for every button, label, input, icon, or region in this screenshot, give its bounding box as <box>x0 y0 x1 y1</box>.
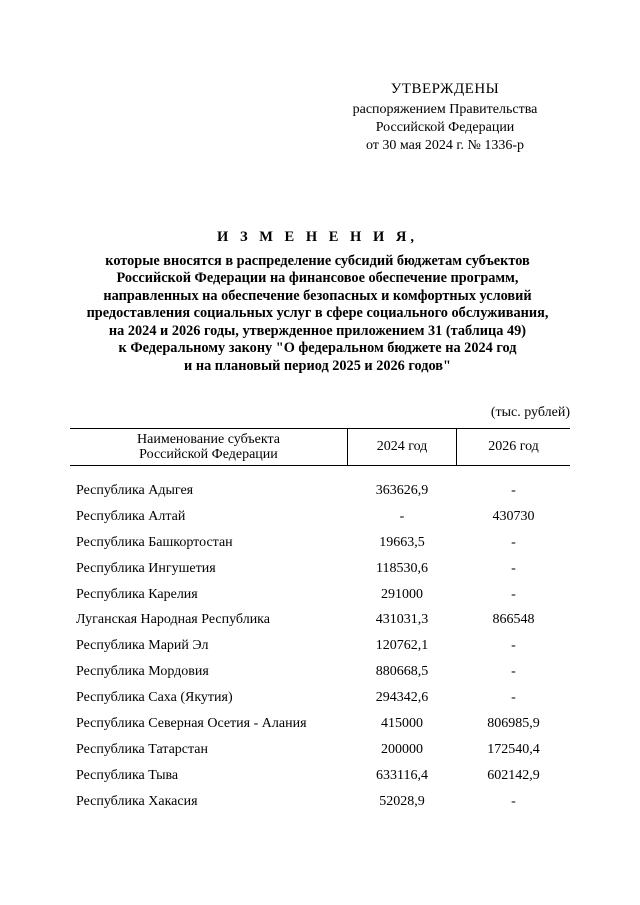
heading-line: к Федеральному закону "О федеральном бюджете на 2024 год <box>118 340 517 356</box>
table-row <box>70 661 570 687</box>
table-row <box>70 765 570 791</box>
region-name-cell: Республика Карелия <box>76 586 198 602</box>
region-name-cell: Республика Мордовия <box>76 664 209 680</box>
value-2024-cell: 415000 <box>381 716 423 732</box>
table-row <box>70 506 570 532</box>
region-name-cell: Республика Татарстан <box>76 741 209 757</box>
document-heading <box>60 229 575 375</box>
region-name-cell: Республика Саха (Якутия) <box>76 690 233 706</box>
heading-line: Российской Федерации на финансовое обеспечение программ, <box>116 270 519 286</box>
header-2026: 2026 год <box>488 439 539 455</box>
unit-label: (тыс. рублей) <box>490 405 570 420</box>
heading-line: на 2024 и 2026 годы, утвержденное приложением 31 (таблица 49) <box>108 322 527 339</box>
value-2024-cell: 118530,6 <box>376 560 428 576</box>
value-2024-cell: 633116,4 <box>376 767 428 783</box>
table-row <box>70 791 570 817</box>
value-2026-cell: - <box>511 586 516 602</box>
value-2024-cell: 200000 <box>381 741 423 757</box>
table-row <box>70 713 570 739</box>
value-2024-cell: 294342,6 <box>375 690 429 706</box>
value-2026-cell: 430730 <box>492 508 535 524</box>
value-2026-cell: - <box>511 690 516 706</box>
region-name-cell: Республика Хакасия <box>76 793 198 809</box>
region-name-cell: Республика Тыва <box>76 767 179 783</box>
heading-line: и на плановый период 2025 и 2026 годов" <box>184 357 451 374</box>
value-2026-cell: - <box>511 560 516 576</box>
document-title: И З М Е Н Е Н И Я, <box>217 229 418 245</box>
header-region-line: Российской Федерации <box>139 447 278 462</box>
table-row <box>70 558 570 584</box>
table-row <box>70 739 570 765</box>
value-2024-cell: 880668,5 <box>375 664 429 680</box>
region-name-cell: Республика Марий Эл <box>76 638 209 654</box>
table-body <box>70 480 570 817</box>
table-row <box>70 635 570 661</box>
approval-line: Российской Федерации <box>375 120 515 135</box>
table-row <box>70 532 570 558</box>
value-2026-cell: - <box>511 483 516 498</box>
value-2026-cell: 866548 <box>492 612 535 628</box>
region-name-cell: Республика Башкортостан <box>76 534 233 550</box>
table-row <box>70 687 570 713</box>
table-header <box>70 428 570 466</box>
value-2024-cell: 291000 <box>381 586 423 602</box>
value-2026-cell: 172540,4 <box>487 741 540 757</box>
region-name-cell: Республика Ингушетия <box>76 560 216 576</box>
value-2024-cell: - <box>399 508 405 524</box>
value-2026-cell: 602142,9 <box>487 767 540 783</box>
header-region-line: Наименование субъекта <box>137 431 280 447</box>
heading-line: которые вносятся в распределение субсидий бюджетам субъектов <box>105 252 530 269</box>
value-2026-cell: - <box>511 534 516 550</box>
value-2024-cell: 19663,5 <box>379 534 425 550</box>
value-2026-cell: - <box>511 638 516 654</box>
table-row <box>70 480 570 506</box>
region-name-cell: Республика Северная Осетия - Алания <box>76 716 307 732</box>
approval-line: распоряжением Правительства <box>352 102 538 117</box>
heading-line: направленных на обеспечение безопасных и комфортных условий <box>103 287 532 304</box>
approval-block <box>330 80 560 155</box>
value-2026-cell: 806985,9 <box>487 716 540 732</box>
table-row <box>70 584 570 610</box>
value-2024-cell: 363626,9 <box>375 483 429 498</box>
heading-line: предоставления социальных услуг в сфере социального обслуживания, <box>86 305 549 321</box>
region-name-cell: Республика Адыгея <box>76 483 194 498</box>
table-row <box>70 609 570 635</box>
value-2026-cell: - <box>511 664 516 680</box>
header-2024: 2024 год <box>348 429 457 465</box>
value-2026-cell: - <box>511 793 516 809</box>
region-name-cell: Республика Алтай <box>76 508 186 524</box>
header-region-name <box>70 429 348 465</box>
value-2024-cell: 52028,9 <box>379 793 425 809</box>
value-2024-cell: 431031,3 <box>375 612 429 628</box>
region-name-cell: Луганская Народная Республика <box>76 612 270 628</box>
value-2024-cell: 120762,1 <box>375 638 429 654</box>
approval-title: УТВЕРЖДЕНЫ <box>390 81 500 97</box>
approval-date: от 30 мая 2024 г. № 1336-р <box>365 138 525 153</box>
